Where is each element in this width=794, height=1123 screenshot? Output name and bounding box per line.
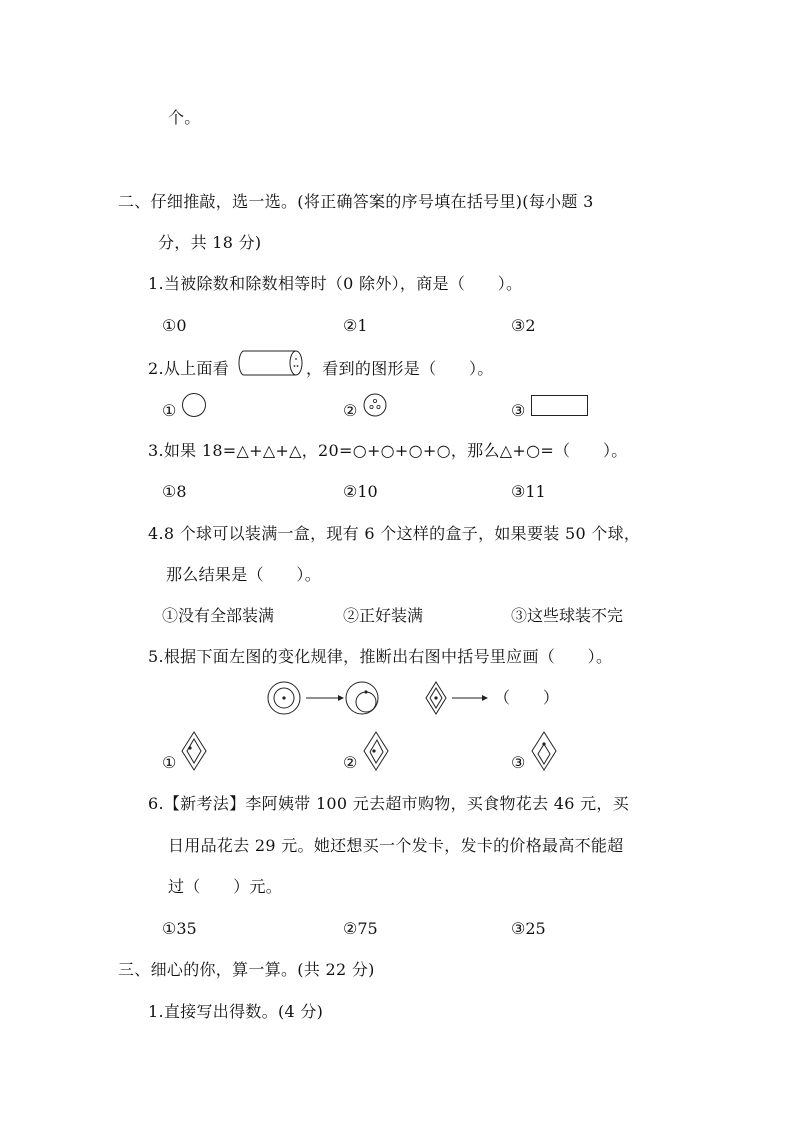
question-2-text-start: 2.从上面看: [148, 359, 230, 378]
q6-option-3: ③25: [511, 919, 546, 938]
arrow-icon: [452, 695, 488, 701]
q6-option-2: ②75: [343, 919, 378, 938]
question-3-text: 3.如果 18=△+△+△，20=○+○+○+○，那么△+○=（ ）。: [148, 441, 628, 460]
arrow-icon: [306, 695, 344, 701]
q2-option-3: ③: [511, 401, 526, 420]
section-2-heading-line2: 分，共 18 分): [158, 233, 262, 252]
q3-option-3: ③11: [511, 482, 546, 501]
question-1-text: 1.当被除数和除数相等时（0 除外），商是（ ）。: [148, 274, 523, 293]
diamond-dot-left-icon: [180, 730, 208, 776]
question-6-text-line3: 过（ ）元。: [168, 877, 283, 896]
q4-option-1: ①没有全部装满: [162, 606, 275, 625]
q1-option-3: ③2: [511, 316, 536, 335]
pattern-right-figure: [424, 680, 494, 720]
section-2-heading-line1: 二、仔细推敲，选一选。(将正确答案的序号填在括号里)(每小题 3: [118, 192, 594, 211]
continued-text: 个。: [168, 108, 201, 127]
section-3-question-1: 1.直接写出得数。(4 分): [148, 1002, 324, 1021]
q2-option-1: ①: [162, 401, 177, 420]
q1-option-2: ②1: [343, 316, 368, 335]
q2-option-2: ②: [343, 401, 358, 420]
q3-option-2: ②10: [343, 482, 378, 501]
question-4-text-line2: 那么结果是（ ）。: [166, 565, 322, 584]
q5-option-1: ①: [162, 753, 177, 772]
diamond-dot-center-icon: [362, 730, 390, 776]
question-5-text: 5.根据下面左图的变化规律，推断出右图中括号里应画（ ）。: [148, 647, 613, 666]
question-6-text-line1: 6.【新考法】李阿姨带 100 元去超市购物，买食物花去 46 元，买: [148, 794, 630, 813]
q5-option-3: ③: [511, 753, 526, 772]
q1-option-1: ①0: [162, 316, 187, 335]
pattern-answer-blank: （ ）: [494, 688, 560, 707]
q5-option-2: ②: [343, 753, 358, 772]
question-4-text-line1: 4.8 个球可以装满一盒，现有 6 个这样的盒子，如果要装 50 个球，: [148, 524, 641, 543]
q6-option-1: ①35: [162, 919, 197, 938]
question-2-text-end: ，看到的图形是（ ）。: [306, 359, 494, 378]
q3-option-1: ①8: [162, 482, 187, 501]
section-3-heading: 三、细心的你，算一算。(共 22 分): [118, 960, 375, 979]
pattern-left-figure: [266, 680, 386, 720]
question-6-text-line2: 日用品花去 29 元。她还想买一个发卡，发卡的价格最高不能超: [168, 836, 624, 855]
offset-circles-icon: [346, 682, 378, 714]
circle-icon: [181, 392, 207, 422]
rectangle-icon: [531, 395, 589, 421]
cylinder-icon: [238, 350, 304, 380]
circle-with-three-dots-icon: [362, 392, 388, 422]
q4-option-2: ②正好装满: [343, 606, 424, 625]
diamond-dot-top-icon: [530, 730, 558, 776]
q4-option-3: ③这些球装不完: [511, 606, 624, 625]
nested-diamond-icon: [426, 682, 446, 714]
concentric-circles-icon: [268, 682, 300, 714]
